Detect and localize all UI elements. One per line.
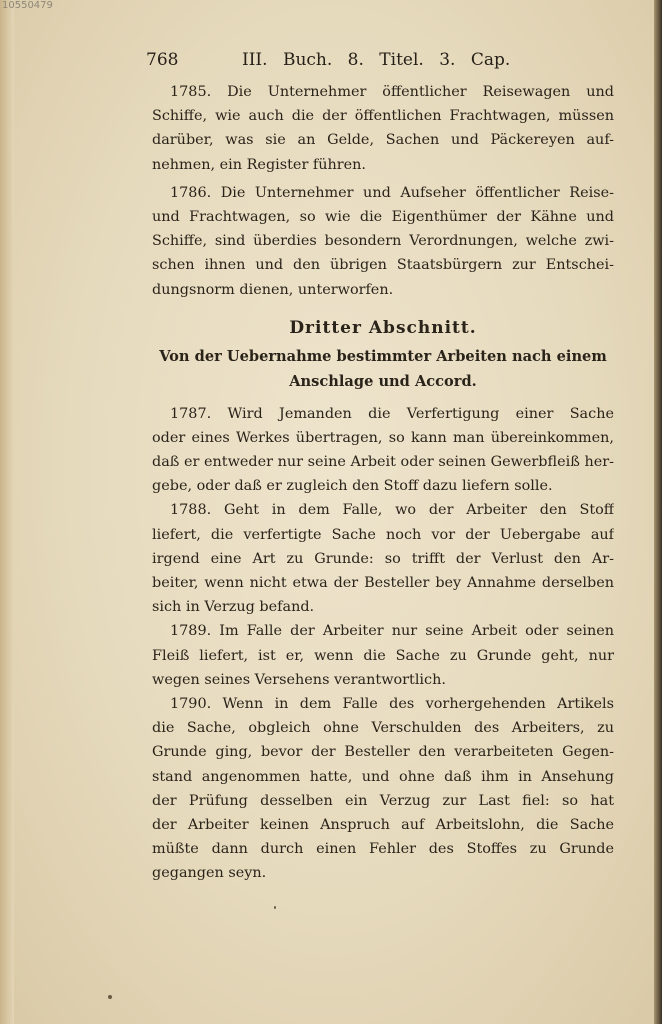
text-line: wegen seines Versehens verantwortlich. <box>152 671 446 688</box>
text-line: irgend eine Art zu Grunde: so trifft der Verlust den Ar- <box>152 550 614 567</box>
paragraph-1788 <box>152 498 614 619</box>
paper-speck <box>274 906 276 909</box>
text-line: Schiffe, wie auch die der öffentlichen Frachtwagen, müssen <box>152 108 614 125</box>
text-line: oder eines Werkes übertragen, so kann man übereinkommen, <box>152 429 614 446</box>
paragraph-1787 <box>152 402 614 499</box>
text-line: Schiffe, sind überdies besondern Verordnungen, welche zwi- <box>152 233 614 250</box>
page-edge <box>654 0 662 1024</box>
text-line: stand angenommen hatte, und ohne daß ihm in Ansehung <box>152 768 614 785</box>
paragraph-1786 <box>152 181 614 302</box>
paper-speck <box>108 995 112 999</box>
paragraph-1785 <box>152 80 614 177</box>
text-line: gebe, oder daß er zugleich den Stoff dazu liefern solle. <box>152 478 553 495</box>
body-text <box>152 80 614 885</box>
text-line: die Sache, obgleich ohne Verschulden des Arbeiters, zu <box>152 720 614 737</box>
text-line: 1790. Wenn in dem Falle des vorhergehenden Artikels <box>170 695 614 712</box>
text-line: darüber, was sie an Gelde, Sachen und Päckereyen auf- <box>152 132 614 149</box>
page-gutter <box>0 0 14 1024</box>
text-line: sich in Verzug befand. <box>152 599 315 616</box>
text-line: nehmen, ein Register führen. <box>152 156 366 173</box>
text-line: 1785. Die Unternehmer öffentlicher Reisewagen und <box>170 84 614 100</box>
text-line: dungsnorm dienen, unterworfen. <box>152 281 394 298</box>
text-line: schen ihnen und den übrigen Staatsbürgern zur Entschei- <box>152 257 614 274</box>
text-line: der Arbeiter keinen Anspruch auf Arbeitslohn, die Sache <box>152 816 614 833</box>
text-line: 1787. Wird Jemanden die Verfertigung einer Sache <box>170 405 614 422</box>
text-line: daß er entweder nur seine Arbeit oder seinen Gewerbfleiß her- <box>152 454 614 471</box>
paragraph-1789 <box>152 619 614 692</box>
running-header <box>146 50 616 74</box>
section-subtitle-line-2: Anschlage und Accord. <box>289 372 477 390</box>
text-line: beiter, wenn nicht etwa der Besteller bey Annahme derselben <box>152 575 614 591</box>
text-line: liefert, die verfertigte Sache noch vor der Uebergabe auf <box>152 526 614 543</box>
text-line: 1789. Im Falle der Arbeiter nur seine Arbeit oder seinen <box>170 623 614 640</box>
text-line: 1788. Geht in dem Falle, wo der Arbeiter den Stoff <box>170 502 614 519</box>
text-line: gegangen seyn. <box>152 865 267 882</box>
text-line: und Frachtwagen, so wie die Eigenthümer der Kähne und <box>152 208 614 225</box>
text-line: Grunde ging, bevor der Besteller den verarbeiteten Gegen- <box>152 744 614 761</box>
text-line: der Prüfung desselben ein Verzug zur Last fiel: so hat <box>152 792 614 809</box>
text-line: 1786. Die Unternehmer und Aufseher öffentlicher Reise- <box>170 184 614 201</box>
text-line: Fleiß liefert, ist er, wenn die Sache zu Grunde geht, nur <box>152 647 614 664</box>
text-line: müßte dann durch einen Fehler des Stoffes zu Grunde <box>152 841 614 858</box>
page-number: 768 <box>146 50 179 70</box>
scan-id: 10550479 <box>2 0 53 11</box>
section-title: Dritter Abschnitt. <box>289 317 477 338</box>
paragraph-1790 <box>152 692 614 886</box>
running-title: III. Buch. 8. Titel. 3. Cap. <box>242 50 511 70</box>
section-subtitle-line-1: Von der Uebernahme bestimmter Arbeiten nach einem <box>159 347 607 365</box>
